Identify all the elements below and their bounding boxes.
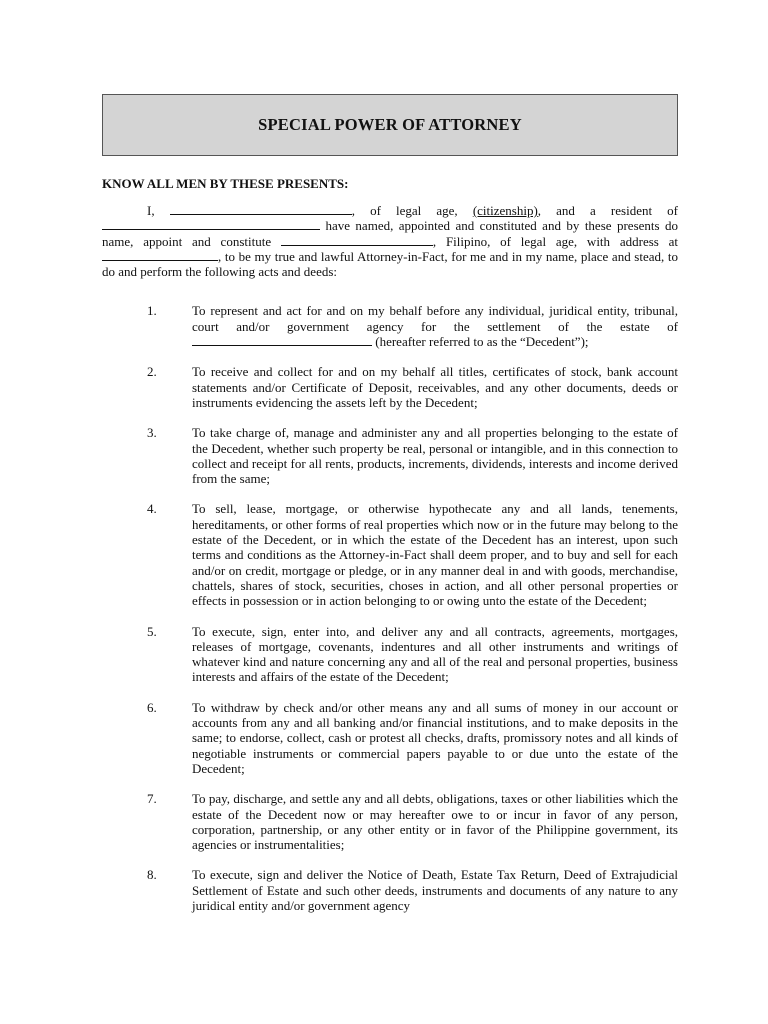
item-text-cont: (hereafter referred to as the “Decedent”); <box>372 334 589 350</box>
blank-attorney-address[interactable] <box>102 249 218 261</box>
item-text: To execute, sign, enter into, and deliver any and all contracts, agreements, mortgages, releases of mortgage, covenants, indentures and all other instruments and writings of whatever kind and nature concerning any and all of the real and personal properties, business interests and affairs of the estate of the Decedent; <box>192 623 678 685</box>
list-item <box>102 624 678 685</box>
document-body <box>102 203 678 913</box>
item-number: 1. <box>147 303 157 319</box>
intro-rest: , to be my true and lawful Attorney-in-Fact, for me and in my name, place and stead, to do and perform the following acts and deeds: <box>102 248 678 280</box>
item-number: 8. <box>147 867 157 883</box>
list-item <box>102 867 678 913</box>
intro-resident: , and a resident of <box>537 203 679 218</box>
item-text: To pay, discharge, and settle any and all debts, obligations, taxes or other liabilities which the estate of the Decedent now or may hereafter owe to or incur in favor of any person, corporation, partnership, or any other entity or in favor of the Philippine government, its agencies or instrumentalities; <box>192 791 678 853</box>
blank-decedent-name[interactable] <box>192 334 372 346</box>
document-title: SPECIAL POWER OF ATTORNEY <box>258 115 522 134</box>
intro-i: I, <box>147 203 155 218</box>
item-number: 5. <box>147 623 157 639</box>
intro-citizenship: (citizenship) <box>472 203 538 218</box>
item-number: 6. <box>147 699 157 715</box>
item-text: To represent and act for and on my behalf before any individual, juridical entity, tribunal, court and/or government agency for the settlement of the estate of <box>192 303 678 334</box>
list-item <box>102 303 678 349</box>
item-number: 7. <box>147 791 157 807</box>
intro-legal-age: , of legal age, <box>351 203 458 218</box>
item-number: 3. <box>147 425 157 441</box>
intro-have-named: have named, appointed and constituted and by these presents do name, appoint and constitute <box>102 218 679 249</box>
blank-principal-name[interactable] <box>170 203 352 215</box>
list-item <box>102 791 678 852</box>
title-box <box>102 94 678 156</box>
list-item <box>102 501 678 608</box>
powers-list <box>102 303 678 913</box>
item-text: To take charge of, manage and administer any and all properties belonging to the estate of the Decedent, whether such property be real, personal or intangible, and in this connection to collect and receipt for all rents, products, increments, dividends, interests and income derived from the same; <box>192 425 678 487</box>
list-item <box>102 364 678 410</box>
blank-attorney-name[interactable] <box>281 234 433 246</box>
item-text: To execute, sign and deliver the Notice of Death, Estate Tax Return, Deed of Extrajudicial Settlement of Estate and such other deeds, instruments and documents of any nature to any juridical entity and/or government agency <box>192 867 678 913</box>
list-item <box>102 700 678 776</box>
item-number: 2. <box>147 364 157 380</box>
item-text: To receive and collect for and on my behalf all titles, certificates of stock, bank account statements and/or Certificate of Deposit, receivables, and any other documents, deeds or instruments evidencing the assets left by the Decedent; <box>192 364 678 410</box>
item-text: To sell, lease, mortgage, or otherwise hypothecate any and all lands, tenements, hereditaments, or other forms of real properties which now or in the future may belong to the estate of the Decedent, or in which the estate of the Decedent has an interest, upon such terms and conditions as the Attorney-in-Fact shall deem proper, and to buy and sell for each and/or on credit, mortgage or pledge, or in any manner deal in and with goods, merchandise, chattels, shares of stock, securities, choses in action, and all other personal properties or effects in possession or in action belonging to or owing unto the estate of the Decedent; <box>192 501 678 609</box>
blank-residence[interactable] <box>102 218 320 230</box>
intro-filipino: , Filipino, of legal age, with address at <box>432 233 679 249</box>
item-text: To withdraw by check and/or other means any and all sums of money in our account or accounts from any and all banking and/or financial institutions, and to make deposits in the same; to endorse, collect, cash or protest all checks, drafts, promissory notes and all kinds of negotiable instruments or commercial papers payable to or due unto the estate of the Decedent; <box>192 699 678 776</box>
intro-paragraph <box>102 203 678 279</box>
list-item <box>102 425 678 486</box>
preamble-heading: KNOW ALL MEN BY THESE PRESENTS: <box>102 176 349 191</box>
item-number: 4. <box>147 501 157 517</box>
